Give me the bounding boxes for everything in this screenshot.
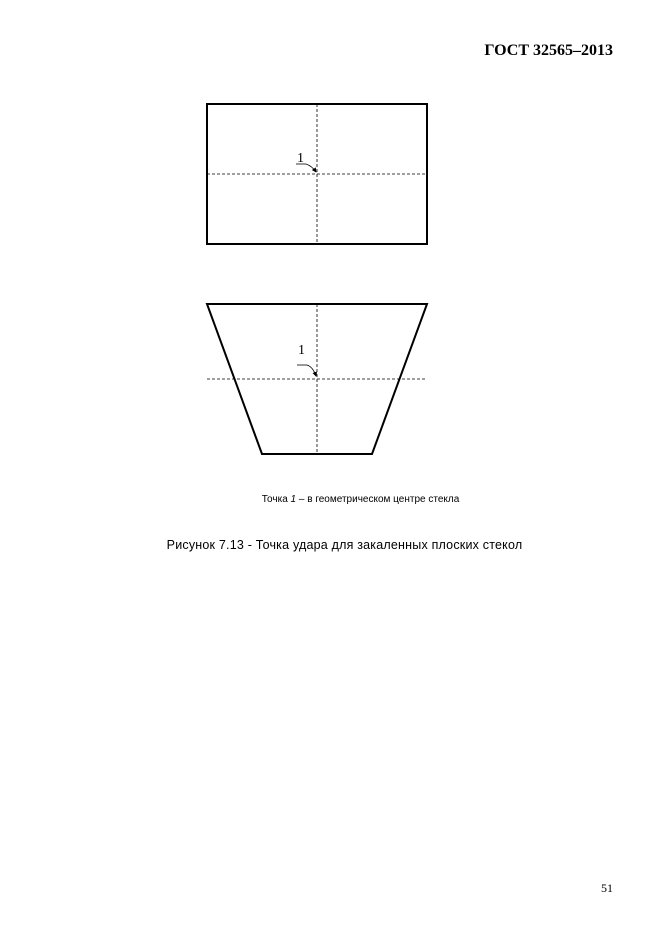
page-number: 51 [601, 881, 613, 895]
figure-note-suffix: – в геометрическом центре стекла [296, 494, 460, 505]
rectangle-point-label: 1 [297, 151, 304, 166]
figure-note [0, 494, 661, 505]
figure-note-point-ref: 1 [290, 494, 297, 505]
figure-caption: Рисунок 7.13 - Точка удара для закаленных плоских стекол [166, 538, 523, 552]
trapezoid-leader-arrow [307, 365, 316, 376]
figure-note-prefix: Точка [261, 494, 291, 505]
rectangle-leader-arrow [306, 164, 316, 172]
document-id-header: ГОСТ 32565–2013 [484, 42, 613, 59]
trapezoidal-glass-diagram [207, 304, 427, 454]
rectangular-glass-diagram [207, 104, 427, 244]
trapezoid-point-label: 1 [298, 343, 305, 358]
